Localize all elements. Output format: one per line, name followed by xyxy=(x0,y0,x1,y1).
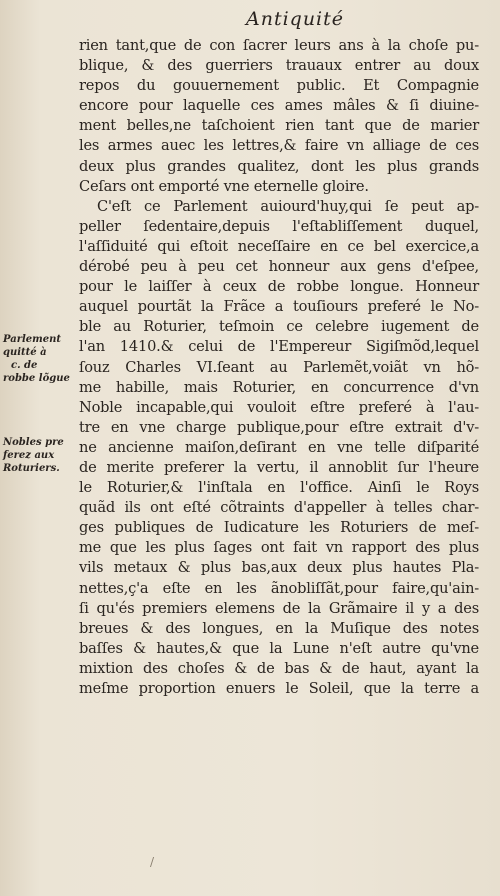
main-text-block xyxy=(79,36,479,699)
text-line: pour le laiſſer à ceux de robbe longue. Honneur xyxy=(79,278,479,296)
text-line: mixtion des choſes & de bas & de haut, ayant la xyxy=(79,659,479,677)
text-line: encore pour laquelle ces ames mâles & ſi diuine- xyxy=(79,97,479,115)
marginal-note-line: Nobles pre xyxy=(3,437,64,448)
marginal-note-line: Roturiers. xyxy=(3,463,60,474)
text-line: peller ſedentaire,depuis l'eſtabliſſement duquel, xyxy=(79,217,479,235)
marginal-note xyxy=(3,436,75,475)
ink-mark: / xyxy=(150,855,155,869)
text-line: ſouz Charles VI.ſeant au Parlemẽt,voiãt vn hõ- xyxy=(79,358,479,376)
running-title: Antiquité xyxy=(245,8,345,30)
text-line: ment belles,ne taſchoient rien tant que de marier xyxy=(79,117,479,135)
text-line: l'aſſiduité qui eſtoit neceſſaire en ce bel exercice,a xyxy=(79,237,479,255)
text-line: meſme proportion enuers le Soleil, que la terre a xyxy=(79,680,479,697)
text-line: l'an 1410.& celui de l'Empereur Sigiſmõd,lequel xyxy=(79,338,479,356)
text-line: ſi qu'és premiers elemens de la Grãmaire il y a des xyxy=(79,599,479,617)
running-header xyxy=(0,8,500,30)
text-line: ne ancienne maiſon,deſirant en vne telle diſparité xyxy=(79,438,479,456)
text-line: repos du gouuernement public. Et Compagnie xyxy=(79,77,479,95)
text-line: deux plus grandes qualitez, dont les plus grands xyxy=(79,157,479,175)
text-line: C'eſt ce Parlement auiourd'huy,qui ſe peut ap- xyxy=(97,197,479,215)
text-line: vils metaux & plus bas,aux deux plus hautes Pla- xyxy=(79,559,479,577)
text-line: dérobé peu à peu cet honneur aux gens d'eſpee, xyxy=(79,258,479,276)
marginal-note xyxy=(3,333,75,385)
text-line: nettes,ç'a eſte en les ãnobliſſãt,pour faire,qu'ain- xyxy=(79,579,479,597)
text-line: le Roturier,& l'inſtala en l'office. Ainſi le Roys xyxy=(79,479,479,497)
text-line: auquel pourtãt la Frãce a touſiours preferé le No- xyxy=(79,298,479,316)
text-line: rien tant,que de con ſacrer leurs ans à la choſe pu- xyxy=(79,37,479,54)
marginal-note-line: c. de xyxy=(11,360,38,371)
text-line: de merite preferer la vertu, il annoblit ſur l'heure xyxy=(79,458,479,476)
text-line: Ceſars ont emporté vne eternelle gloire. xyxy=(79,177,369,195)
text-line: ges publiques de Iudicature les Roturiers de meſ- xyxy=(79,519,479,537)
marginal-note-line: Parlement xyxy=(3,334,61,345)
text-line: les armes auec les lettres,& faire vn alliage de ces xyxy=(79,137,479,155)
marginal-note-line: quitté à xyxy=(3,347,47,358)
text-line: me que les plus ſages ont fait vn rapport des plus xyxy=(79,539,479,557)
text-line: breues & des longues, en la Muſique des notes xyxy=(79,619,479,637)
text-line: me habille, mais Roturier, en concurrence d'vn xyxy=(79,378,479,396)
text-line: tre en vne charge publique,pour eſtre extrait d'v- xyxy=(79,418,479,436)
text-line: baſſes & hautes,& que la Lune n'eſt autre qu'vne xyxy=(79,639,479,657)
text-line: ble au Roturier, teſmoin ce celebre iugement de xyxy=(79,318,479,336)
text-line: quãd ils ont eſté cõtraints d'appeller à telles char- xyxy=(79,499,479,517)
text-line: blique, & des guerriers trauaux entrer au doux xyxy=(79,57,479,75)
text-line: Noble incapable,qui vouloit eſtre preferé à l'au- xyxy=(79,398,479,416)
marginal-note-line: robbe lõgue xyxy=(3,373,70,384)
marginal-note-line: ferez aux xyxy=(3,450,55,461)
